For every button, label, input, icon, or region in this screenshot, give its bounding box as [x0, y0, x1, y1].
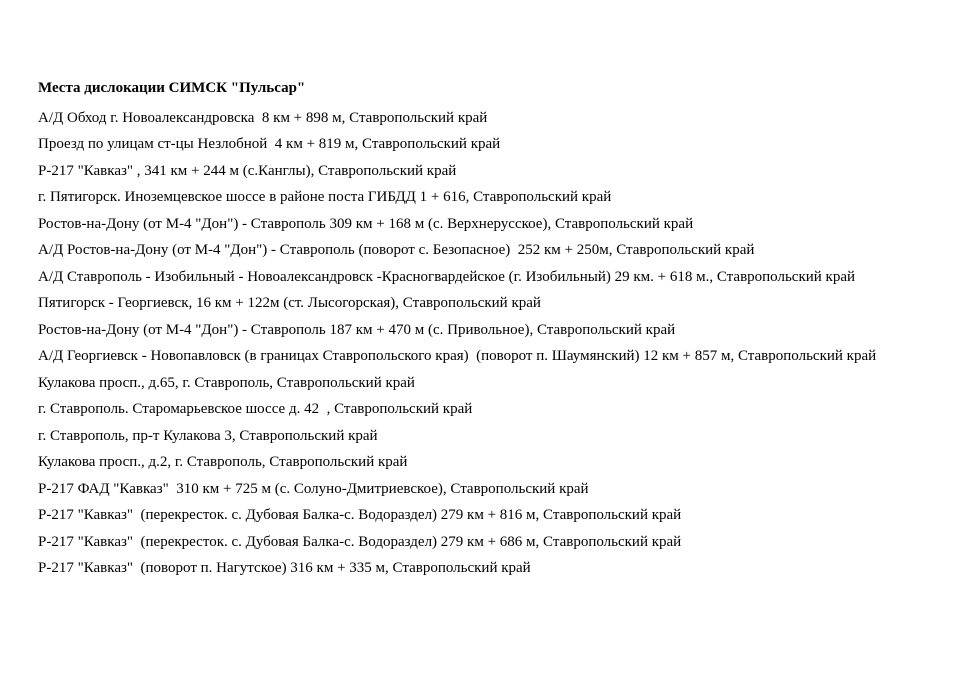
document-title: Места дислокации СИМСК "Пульсар" — [38, 80, 306, 96]
location-line: А/Д Георгиевск - Новопавловск (в границах Ставропольского края) (поворот п. Шаумянский) 12 км + 857 м, Ставропольский край — [38, 348, 877, 364]
location-line: Ростов-на-Дону (от М-4 "Дон") - Ставрополь 309 км + 168 м (с. Верхнерусское), Ставропольский край — [38, 215, 694, 232]
location-line: А/Д Ростов-на-Дону (от М-4 "Дон") - Ставрополь (поворот с. Безопасное) 252 км + 250м, Ставропольский край — [38, 242, 755, 258]
location-line: Кулакова просп., д.65, г. Ставрополь, Ставропольский край — [38, 374, 415, 391]
location-line: Р-217 "Кавказ" (поворот п. Нагутское) 316 км + 335 м, Ставропольский край — [38, 560, 531, 576]
location-line: г. Пятигорск. Иноземцевское шоссе в районе поста ГИБДД 1 + 616, Ставропольский край — [38, 189, 612, 205]
location-line: Р-217 "Кавказ" (перекресток. с. Дубовая Балка-с. Водораздел) 279 км + 816 м, Ставропольский край — [38, 507, 682, 523]
location-line: А/Д Обход г. Новоалександровска 8 км + 898 м, Ставропольский край — [38, 109, 488, 126]
location-line: г. Ставрополь. Старомарьевское шоссе д. 42 , Ставропольский край — [38, 401, 473, 417]
location-line: Р-217 "Кавказ" , 341 км + 244 м (с.Канглы), Ставропольский край — [38, 162, 457, 179]
location-line: Кулакова просп., д.2, г. Ставрополь, Ставропольский край — [38, 454, 408, 470]
location-line: Р-217 "Кавказ" (перекресток. с. Дубовая Балка-с. Водораздел) 279 км + 686 м, Ставропольский край — [38, 533, 682, 550]
location-line: Р-217 ФАД "Кавказ" 310 км + 725 м (с. Солуно-Дмитриевское), Ставропольский край — [38, 480, 589, 497]
location-line: Пятигорск - Георгиевск, 16 км + 122м (ст. Лысогорская), Ставропольский край — [38, 295, 541, 311]
location-line: А/Д Ставрополь - Изобильный - Новоалександровск -Красногвардейское (г. Изобильный) 29 км. + 618 м., Ставропольский край — [38, 268, 856, 285]
location-list — [38, 105, 948, 582]
location-line: Ростов-на-Дону (от М-4 "Дон") - Ставрополь 187 км + 470 м (с. Привольное), Ставропольский край — [38, 321, 676, 338]
location-line: Проезд по улицам ст-цы Незлобной 4 км + 819 м, Ставропольский край — [38, 136, 501, 152]
document-body — [38, 78, 948, 582]
location-line: г. Ставрополь, пр-т Кулакова 3, Ставропольский край — [38, 427, 378, 444]
